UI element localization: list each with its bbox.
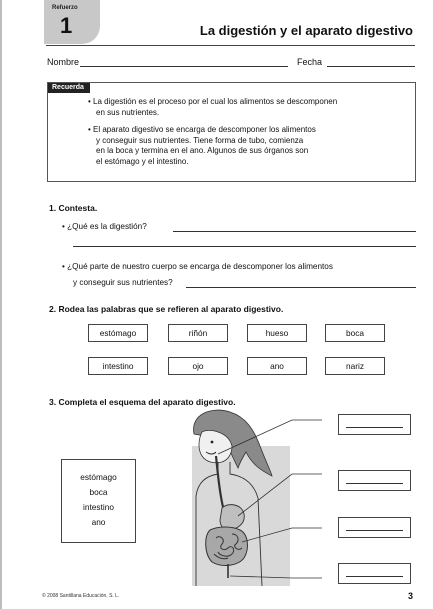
answer-line-1b[interactable] bbox=[73, 246, 416, 247]
date-label: Fecha bbox=[297, 57, 323, 67]
recuerda-bullet-2-line-1: • El aparato digestivo se encarga de descomponer los alimentos bbox=[88, 125, 316, 134]
question-1-item-1: • ¿Qué es la digestión? bbox=[62, 222, 147, 231]
refuerzo-tab bbox=[44, 0, 100, 44]
title-divider bbox=[46, 45, 415, 46]
word-box-estomago[interactable]: estómago bbox=[88, 324, 148, 342]
eye-icon bbox=[211, 441, 214, 444]
word-list-item-intestino: intestino bbox=[83, 502, 114, 512]
page-title: La digestión y el aparato digestivo bbox=[199, 23, 413, 38]
digestive-system-illustration bbox=[172, 406, 322, 586]
word-box-intestino[interactable]: intestino bbox=[88, 357, 148, 375]
word-list-item-ano: ano bbox=[91, 517, 106, 527]
word-box-ojo[interactable]: ojo bbox=[168, 357, 228, 375]
word-box-rinon[interactable]: riñón bbox=[168, 324, 228, 342]
schema-answer-box-4[interactable] bbox=[338, 563, 411, 584]
question-1-item-2-line-2: y conseguir sus nutrientes? bbox=[73, 278, 173, 287]
answer-line-2[interactable] bbox=[186, 287, 416, 288]
answer-line-1a[interactable] bbox=[173, 231, 416, 232]
question-2-title: 2. Rodea las palabras que se refieren al aparato digestivo. bbox=[49, 304, 284, 314]
question-1-title: 1. Contesta. bbox=[49, 203, 98, 213]
word-list-box bbox=[61, 459, 136, 543]
recuerda-bullet-1-line-2: en sus nutrientes. bbox=[96, 107, 160, 117]
word-list-item-boca: boca bbox=[89, 487, 108, 497]
word-list-item-estomago: estómago bbox=[80, 472, 117, 482]
recuerda-tag: Recuerda bbox=[48, 83, 90, 93]
recuerda-bullet-2 bbox=[88, 125, 316, 167]
recuerda-bullet-1-line-1: • La digestión es el proceso por el cual los alimentos se descomponen bbox=[88, 97, 338, 106]
page-number: 3 bbox=[407, 591, 413, 601]
intestines-shape bbox=[206, 527, 248, 565]
copyright-footer: © 2008 Santillana Educación, S. L. bbox=[42, 593, 120, 599]
tab-number: 1 bbox=[60, 13, 73, 38]
recuerda-bullet-2-line-2: y conseguir sus nutrientes. Tiene forma de tubo, comienza bbox=[96, 135, 304, 145]
name-field[interactable] bbox=[80, 66, 288, 67]
recuerda-bullet-2-line-3: en la boca y termina en el ano. Algunos de sus órganos son bbox=[96, 146, 309, 155]
schema-answer-box-3[interactable] bbox=[338, 517, 411, 538]
word-box-nariz[interactable]: nariz bbox=[325, 357, 385, 375]
schema-answer-box-2[interactable] bbox=[338, 470, 411, 491]
date-field[interactable] bbox=[327, 66, 415, 67]
schema-answer-box-1[interactable] bbox=[338, 414, 411, 435]
tab-label: Refuerzo bbox=[52, 5, 78, 11]
question-3-title: 3. Completa el esquema del aparato digestivo. bbox=[49, 397, 236, 407]
recuerda-bullet-2-line-4: el estómago y el intestino. bbox=[96, 156, 189, 166]
question-1-item-2-line-1: • ¿Qué parte de nuestro cuerpo se encarga de descomponer los alimentos bbox=[62, 262, 333, 271]
name-label: Nombre bbox=[47, 57, 80, 67]
word-box-ano[interactable]: ano bbox=[247, 357, 307, 375]
word-box-hueso[interactable]: hueso bbox=[247, 324, 307, 342]
recuerda-bullet-1 bbox=[88, 97, 337, 118]
word-box-boca[interactable]: boca bbox=[325, 324, 385, 342]
